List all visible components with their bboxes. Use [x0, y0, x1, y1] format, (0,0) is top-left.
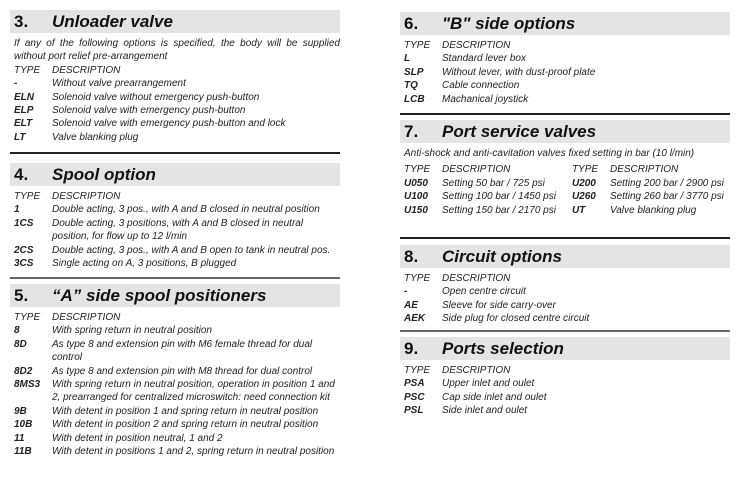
option-code: ELN [14, 91, 34, 103]
section-body [10, 37, 340, 144]
option-description: Upper inlet and oulet [442, 378, 535, 390]
option-row [404, 285, 730, 298]
section-body [400, 147, 730, 217]
option-description: As type 8 and extension pin with M6 female thread for dual control [52, 338, 313, 364]
option-code: 11 [14, 432, 25, 444]
option-row [404, 52, 730, 65]
type-header: TYPE [404, 365, 431, 376]
option-description: Sleeve for side carry-over [442, 299, 556, 311]
option-row [14, 217, 340, 244]
option-description: Open centre circuit [442, 286, 526, 298]
option-description: Setting 100 bar / 1450 psi [442, 191, 556, 203]
option-code: 9B [14, 405, 27, 417]
type-header: TYPE [14, 191, 41, 202]
option-row [14, 365, 340, 378]
option-code: PSA [404, 378, 425, 390]
option-code: U260 [571, 191, 596, 203]
option-row [14, 432, 340, 445]
option-description: Solenoid valve with emergency push-button and lock [52, 118, 286, 130]
option-code: U050 [404, 177, 428, 189]
option-code: PSC [404, 391, 425, 403]
option-description: Valve blanking plug [609, 204, 697, 216]
option-row [14, 418, 340, 431]
divider [10, 277, 340, 279]
section-body [10, 190, 340, 270]
option-row [14, 117, 340, 130]
option-row [14, 445, 340, 458]
option-code: AE [404, 299, 418, 311]
option-code: PSL [404, 405, 424, 417]
section-body [400, 39, 730, 106]
option-row [14, 77, 340, 90]
option-row [404, 404, 730, 417]
option-description: With detent in position neutral, 1 and 2 [52, 432, 223, 444]
option-row [14, 131, 340, 144]
description-header: DESCRIPTION [442, 164, 511, 176]
description-header: DESCRIPTION [52, 64, 121, 76]
option-row [14, 244, 340, 257]
section-intro: If any of the following options is specified, the body will be supplied without port relief pre-arrangement [14, 38, 340, 63]
option-column [404, 163, 572, 217]
column-header [14, 64, 340, 77]
option-description: Cable connection [442, 80, 520, 92]
option-description: Double acting, 3 pos., with A and B open to tank in neutral pos. [52, 244, 331, 256]
section-header [400, 337, 730, 360]
type-header: TYPE [404, 164, 431, 176]
option-code: 8 [14, 325, 20, 337]
section-6 [400, 12, 730, 106]
option-description: Solenoid valve without emergency push-button [52, 91, 260, 103]
option-row [404, 312, 730, 325]
option-description: Setting 50 bar / 725 psi [442, 177, 545, 189]
section-number: 7. [404, 121, 419, 141]
section-3 [10, 10, 340, 144]
option-description: Double acting, 3 pos., with A and B closed in neutral position [52, 204, 320, 216]
section-title: Unloader valve [52, 11, 173, 31]
divider [400, 237, 730, 239]
option-code: 1 [14, 204, 20, 216]
section-body [10, 311, 340, 458]
section-header [10, 284, 340, 307]
section-title: "B" side options [442, 13, 576, 33]
option-row [14, 104, 340, 117]
section-title: “A” side spool positioners [52, 285, 267, 305]
option-description: Cap side inlet and oulet [442, 391, 547, 403]
option-description: Solenoid valve with emergency push-button [52, 105, 246, 117]
description-header: DESCRIPTION [442, 273, 511, 284]
section-4 [10, 163, 340, 270]
option-code: 8D2 [14, 365, 33, 377]
option-code: 8D [14, 338, 27, 350]
option-code: 1CS [14, 217, 34, 229]
option-description: With detent in position 1 and spring return in neutral position [52, 405, 319, 417]
option-code: UT [571, 204, 586, 216]
section-5 [10, 284, 340, 458]
column-header [572, 163, 730, 176]
section-header [400, 120, 730, 143]
type-header: TYPE [14, 312, 41, 323]
column-header [14, 311, 340, 324]
section-number: 5. [14, 285, 29, 305]
description-header: DESCRIPTION [442, 40, 511, 51]
option-row [404, 79, 730, 92]
section-header [10, 163, 340, 186]
section-body [400, 272, 730, 326]
option-code: U150 [404, 204, 428, 216]
section-number: 9. [404, 338, 419, 358]
option-code: U200 [571, 177, 596, 189]
option-description: With detent in positions 1 and 2, spring return in neutral position [52, 446, 335, 458]
option-row [572, 177, 730, 190]
option-code: - [404, 286, 408, 298]
divider [400, 113, 730, 115]
option-row [572, 190, 730, 203]
option-description: With spring return in neutral position, operation in position 1 and 2, prearranged for centralized microswitch: need connection kit [52, 379, 335, 404]
section-body [400, 364, 730, 418]
option-description: Machanical joystick [442, 93, 529, 105]
option-table [404, 163, 730, 217]
option-code: LCB [404, 93, 425, 105]
section-title: Spool option [52, 164, 156, 184]
option-description: Side inlet and oulet [442, 405, 528, 417]
column-header [14, 190, 340, 203]
option-description: Setting 150 bar / 2170 psi [442, 204, 556, 216]
option-row [572, 204, 730, 217]
option-row [404, 377, 730, 390]
option-description: Setting 200 bar / 2900 psi [609, 177, 724, 189]
option-description: With spring return in neutral position [52, 325, 212, 337]
column-header [404, 272, 730, 285]
section-title: Circuit options [442, 246, 562, 266]
option-row [14, 405, 340, 418]
option-row [14, 324, 340, 337]
option-description: Valve blanking plug [52, 131, 139, 143]
option-row [14, 257, 340, 270]
column-header [404, 163, 572, 176]
description-header: DESCRIPTION [609, 164, 679, 176]
option-code: LT [14, 131, 26, 143]
option-column [572, 163, 730, 217]
option-code: TQ [404, 80, 418, 92]
section-7 [400, 120, 730, 217]
description-header: DESCRIPTION [52, 312, 121, 323]
option-code: L [404, 53, 411, 65]
option-code: 10B [14, 419, 33, 431]
option-row [14, 338, 340, 365]
divider [10, 152, 340, 154]
type-header: TYPE [571, 164, 599, 176]
column-header [404, 39, 730, 52]
option-code: - [14, 78, 18, 90]
option-row [404, 204, 572, 217]
section-title: Port service valves [442, 121, 597, 141]
option-description: Standard lever box [442, 53, 526, 65]
option-description: With detent in position 2 and spring return in neutral position [52, 419, 319, 431]
type-header: TYPE [404, 40, 431, 51]
type-header: TYPE [14, 64, 41, 76]
option-code: ELP [14, 105, 34, 117]
option-description: Side plug for closed centre circuit [442, 313, 590, 325]
description-header: DESCRIPTION [52, 191, 121, 202]
section-number: 6. [404, 13, 419, 33]
option-code: SLP [404, 66, 424, 78]
section-9 [400, 337, 730, 418]
option-description: Double acting, 3 positions, with A and B closed in neutral position, for flow up to 12 l/min [52, 217, 304, 243]
option-row [14, 203, 340, 216]
option-row [14, 91, 340, 104]
option-row [404, 66, 730, 79]
section-header [10, 10, 340, 33]
option-row [404, 177, 572, 190]
option-code: 8MS3 [14, 379, 41, 391]
option-row [404, 299, 730, 312]
divider [400, 330, 730, 332]
option-description: Single acting on A, 3 positions, B plugged [52, 258, 237, 270]
section-header [400, 12, 730, 35]
option-row [404, 391, 730, 404]
column-header [404, 364, 730, 377]
option-description: Without lever, with dust-proof plate [442, 66, 596, 78]
section-8 [400, 245, 730, 326]
description-header: DESCRIPTION [442, 365, 511, 376]
section-intro: Anti-shock and anti-cavitation valves fixed setting in bar (10 l/min) [404, 148, 695, 159]
option-row [14, 378, 340, 405]
option-row [404, 190, 572, 203]
option-code: U100 [404, 191, 428, 203]
option-code: 11B [14, 446, 32, 458]
option-description: Without valve prearrangement [52, 78, 186, 90]
section-header [400, 245, 730, 268]
option-description: Setting 260 bar / 3770 psi [609, 191, 724, 203]
option-code: ELT [14, 118, 33, 130]
option-code: 3CS [14, 258, 34, 270]
section-number: 4. [14, 164, 29, 184]
option-code: AEK [404, 313, 426, 325]
option-description: As type 8 and extension pin with M8 thread for dual control [52, 365, 313, 377]
section-number: 8. [404, 246, 419, 266]
type-header: TYPE [404, 273, 431, 284]
option-code: 2CS [14, 244, 34, 256]
section-number: 3. [14, 11, 29, 31]
option-row [404, 93, 730, 106]
section-title: Ports selection [442, 338, 564, 358]
